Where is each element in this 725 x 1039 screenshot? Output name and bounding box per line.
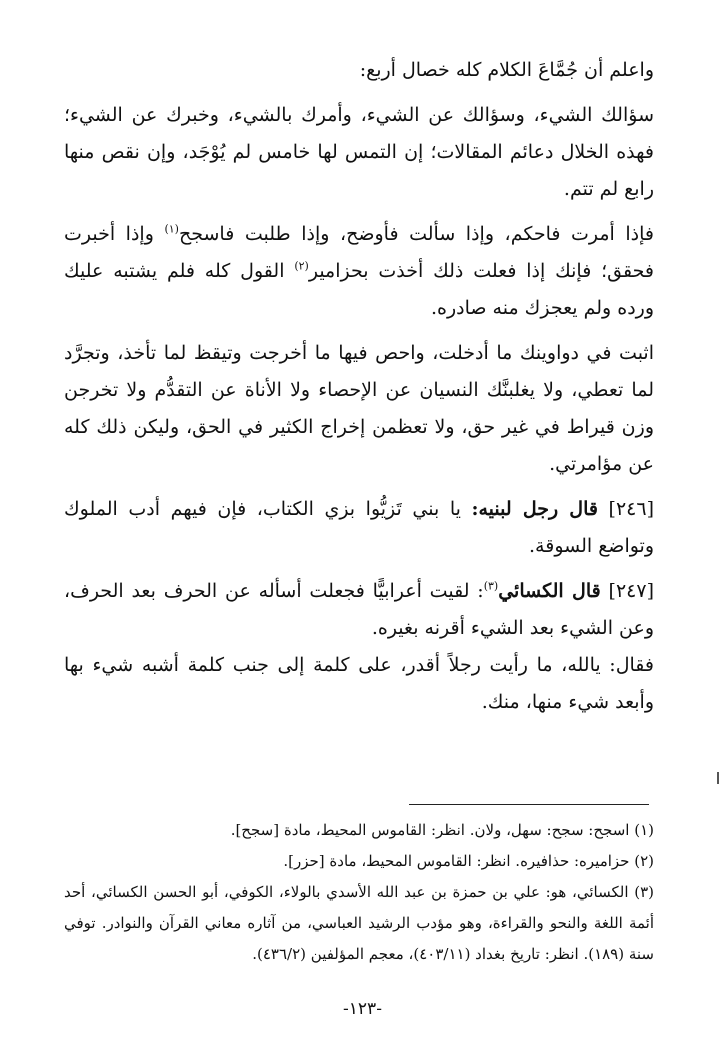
paragraph-four-traits: سؤالك الشيء، وسؤالك عن الشيء، وأمرك بالشيء، وخبرك عن الشيء؛ فهذه الخلال دعائم المقالات؛ إن التمس لها خامس لم يُوْجَد، وإن نقص منها رابع لم تتم. bbox=[64, 104, 654, 200]
paragraph-bedouin-reply: فقال: يالله، ما رأيت رجلاً أقدر، على كلمة إلى جنب كلمة أشبه شيء بها وأبعد شيء منها، منك. bbox=[64, 654, 654, 713]
entry-247 bbox=[64, 573, 654, 647]
entry-246 bbox=[64, 491, 654, 565]
paragraph-commands-part3: القول كله فلم يشتبه عليك ورده ولم يعجزك منه صادره. bbox=[64, 260, 654, 319]
paragraph-registers: اثبت في دواوينك ما أدخلت، واحص فيها ما أخرجت وتيقظ لما تأخذ، وتجرَّد لما تعطي، ولا يغلبنَّك النسيان عن الإحصاء ولا الأناة عن التقدُّم ولا تخرجن وزن قيراط في غير حق، ولا تعظمن إخراج الكثير في الحق، وليكن ذلك كله عن مؤامرتي. bbox=[64, 342, 654, 475]
paragraph-commands-part2: وإذا أخبرت فحقق؛ فإنك إذا فعلت ذلك أخذت بحزامير bbox=[64, 223, 654, 282]
footnote-divider bbox=[409, 804, 649, 805]
footnote-ref-1[interactable]: (١) bbox=[164, 222, 179, 236]
scan-edge-mark bbox=[717, 772, 719, 784]
footnote-3: (٣) الكسائي، هو: علي بن حمزة بن عبد الله الأسدي بالولاء، الكوفي، أبو الحسن الكسائي، أحد أئمة اللغة والنحو والقراءة، وهو مؤدب الرشيد العباسي، من آثاره معاني القرآن والنوادر. توفي سنة (١٨٩). انظر: تاريخ بغداد (٤٠٣/١١)، معجم المؤلفين (٤٣٦/٢). bbox=[64, 883, 654, 963]
footnote-ref-3[interactable]: (٣) bbox=[483, 579, 499, 593]
footnote-ref-2[interactable]: (٢) bbox=[294, 259, 309, 273]
footnote-1: (١) اسجح: سجح: سهل، ولان. انظر: القاموس المحيط، مادة [سجح]. bbox=[230, 821, 654, 839]
footnotes bbox=[64, 815, 654, 970]
entry-text-246: يا بني تَزيُّوا بزي الكتاب، فإن فيهم أدب الملوك وتواضع السوقة. bbox=[64, 498, 654, 557]
page-number: -١٢٣- bbox=[343, 999, 382, 1019]
entry-text-247: : لقيت أعرابيًّا فجعلت أسأله عن الحرف بعد الحرف، وعن الشيء بعد الشيء أقرنه بغيره. bbox=[64, 580, 654, 639]
footnote-2: (٢) حزاميره: حذافيره. انظر: القاموس المحيط، مادة [حزر]. bbox=[283, 852, 654, 870]
paragraph-commands bbox=[64, 216, 654, 327]
paragraph-commands-part1: فإذا أمرت فاحكم، وإذا سألت فأوضح، وإذا طلبت فاسجح bbox=[178, 223, 655, 245]
entry-number-247: [٢٤٧] bbox=[608, 580, 655, 602]
entry-title-246: قال رجل لبنيه: bbox=[471, 498, 598, 520]
paragraph-intro: واعلم أن جُمَّاعَ الكلام كله خصال أربع: bbox=[359, 59, 654, 81]
entry-title-247: قال الكسائي bbox=[498, 580, 601, 602]
main-text bbox=[64, 52, 654, 721]
entry-number-246: [٢٤٦] bbox=[608, 498, 655, 520]
